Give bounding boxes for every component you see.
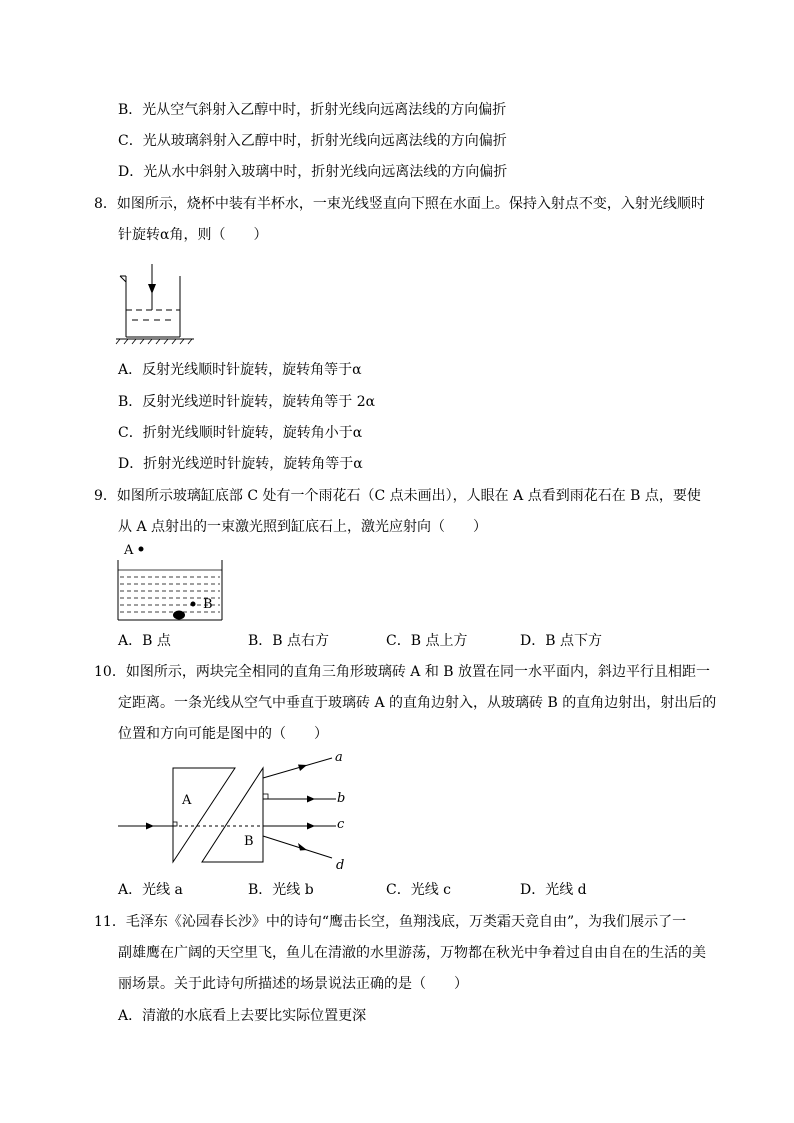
q11-stem-line3: 丽场景。关于此诗句所描述的场景说法正确的是（ ） [118,976,468,992]
q8-option-c: C．折射光线顺时针旋转，旋转角小于α [118,425,363,441]
q10-option-c: C．光线 c [386,882,452,898]
q10-stem-line2: 定距离。一条光线从空气中垂直于玻璃砖 A 的直角边射入，从玻璃砖 B 的直角边射出，射出后的 [118,695,717,711]
q9-label-b: B [203,597,213,612]
q9-pebble [173,611,185,620]
q7-option-d: D．光从水中斜射入玻璃中时，折射光线向远离法线的方向偏折 [118,164,508,180]
q10-prism-diagram [110,750,360,875]
q8-stem-line2: 针旋转α角，则（ ） [118,227,268,243]
q9-label-a: A [124,543,134,558]
q8-option-a: A．反射光线顺时针旋转，旋转角等于α [118,362,362,378]
q7-option-c: C．光从玻璃斜射入乙醇中时，折射光线向远离法线的方向偏折 [118,133,507,149]
q10-label-prism-b: B [244,834,254,849]
q10-prism-a [173,768,235,862]
q10-option-d: D．光线 d [520,882,587,898]
q11-stem-line1: 11．毛泽东《沁园春长沙》中的诗句“鹰击长空，鱼翔浅底，万类霜天竞自由”，为我们展示了一 [94,914,687,930]
q9-option-b: B．B 点右方 [248,633,330,649]
q8-option-d: D．折射光线逆时针旋转，旋转角等于α [118,456,363,472]
q10-prism-b [202,768,263,862]
q7-option-b: B．光从空气斜射入乙醇中时，折射光线向远离法线的方向偏折 [118,102,507,118]
q8-beaker-diagram [110,262,200,342]
q10-options [118,880,718,900]
q10-option-b: B．光线 b [248,882,314,898]
q10-ray-label-c: c [337,817,345,832]
q10-stem-line1: 10．如图所示，两块完全相同的直角三角形玻璃砖 A 和 B 放置在同一水平面内，斜边平行且相距一 [94,664,711,680]
q8-option-b: B．反射光线逆时针旋转，旋转角等于 2α [118,394,376,410]
q10-ray-label-a: a [335,750,343,765]
q9-stem-line2: 从 A 点射出的一束激光照到缸底石上，激光应射向（ ） [118,519,488,535]
q10-option-a: A．光线 a [118,882,183,898]
q11-stem-line2: 副雄鹰在广阔的天空里飞，鱼儿在清澈的水里游荡，万物都在秋光中争着过自由自在的生活的美 [118,945,706,961]
q10-ray-label-b: b [337,791,346,806]
q9-point-a-dot [139,547,144,552]
q8-stem-line1: 8．如图所示，烧杯中装有半杯水，一束光线竖直向下照在水面上。保持入射点不变，入射光线顺时 [94,196,705,212]
q9-options [118,631,718,651]
q9-option-c: C．B 点上方 [386,633,468,649]
q9-option-a: A．B 点 [118,633,171,649]
q10-ray-label-d: d [336,858,345,873]
q9-point-b-dot [191,602,196,607]
q11-option-a: A．清澈的水底看上去要比实际位置更深 [118,1008,367,1024]
q9-option-d: D．B 点下方 [520,633,602,649]
q10-stem-line3: 位置和方向可能是图中的（ ） [118,726,328,742]
q10-label-prism-a: A [182,793,192,808]
q9-stem-line1: 9．如图所示玻璃缸底部 C 处有一个雨花石（C 点未画出），人眼在 A 点看到雨花石在 B 点，要使 [94,488,701,504]
